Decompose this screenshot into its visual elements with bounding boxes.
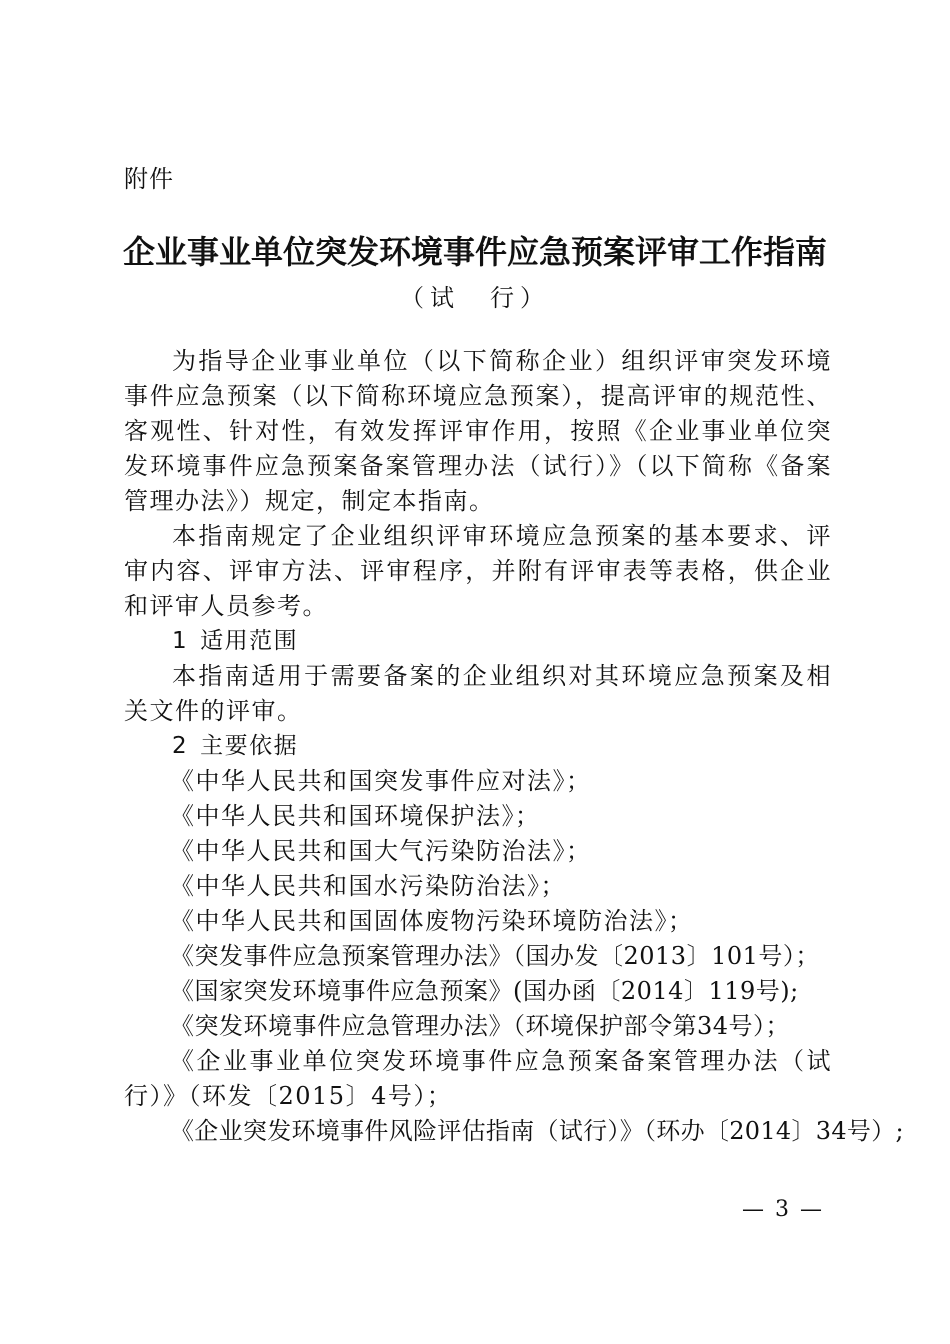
section-1-title: 适用范围 xyxy=(200,628,299,654)
attachment-label: 附件 xyxy=(124,165,174,193)
section-1-number: 1 xyxy=(172,628,189,654)
intro-paragraph-2: 本指南规定了企业组织评审环境应急预案的基本要求、评审内容、评审方法、评审程序，并附有评审表等表格，供企业和评审人员参考。 xyxy=(124,522,832,620)
law-item: 《中华人民共和国水污染防治法》； xyxy=(170,872,566,900)
law-item: 《国家突发环境事件应急预案》(国办函〔2014〕119号); xyxy=(170,977,799,1005)
law-item: 《中华人民共和国环境保护法》； xyxy=(170,802,541,830)
law-item: 《中华人民共和国突发事件应对法》； xyxy=(170,767,592,795)
section-1-text: 本指南适用于需要备案的企业组织对其环境应急预案及相关文件的评审。 xyxy=(124,662,832,725)
law-item: 《企业事业单位突发环境事件应急预案备案管理办法（试行）》（环发〔2015〕4号）； xyxy=(124,1047,832,1110)
page-number: — 3 — xyxy=(742,1197,824,1222)
law-item: 《中华人民共和国大气污染防治法》； xyxy=(170,837,592,865)
document-title: 企业事业单位突发环境事件应急预案评审工作指南 xyxy=(122,233,827,271)
document-body xyxy=(124,344,904,1149)
law-item: 《企业突发环境事件风险评估指南（试行）》（环办〔2014〕34号）; xyxy=(170,1117,904,1145)
section-2-title: 主要依据 xyxy=(200,733,299,759)
law-item: 《中华人民共和国固体废物污染环境防治法》； xyxy=(170,907,694,935)
document-subtitle: （试 行） xyxy=(400,284,550,312)
section-2-number: 2 xyxy=(172,733,189,759)
law-item: 《突发事件应急预案管理办法》（国办发〔2013〕101号）； xyxy=(170,942,820,970)
section-2-heading xyxy=(124,729,832,764)
intro-paragraph-1: 为指导企业事业单位（以下简称企业）组织评审突发环境事件应急预案（以下简称环境应急预案），提高评审的规范性、客观性、针对性，有效发挥评审作用，按照《企业事业单位突发环境事件应急预案备案管理办法（试行）》（以下简称《备案管理办法》）规定，制定本指南。 xyxy=(124,347,832,515)
section-1-heading xyxy=(124,624,832,659)
law-item: 《突发环境事件应急管理办法》（环境保护部令第34号）； xyxy=(170,1012,791,1040)
